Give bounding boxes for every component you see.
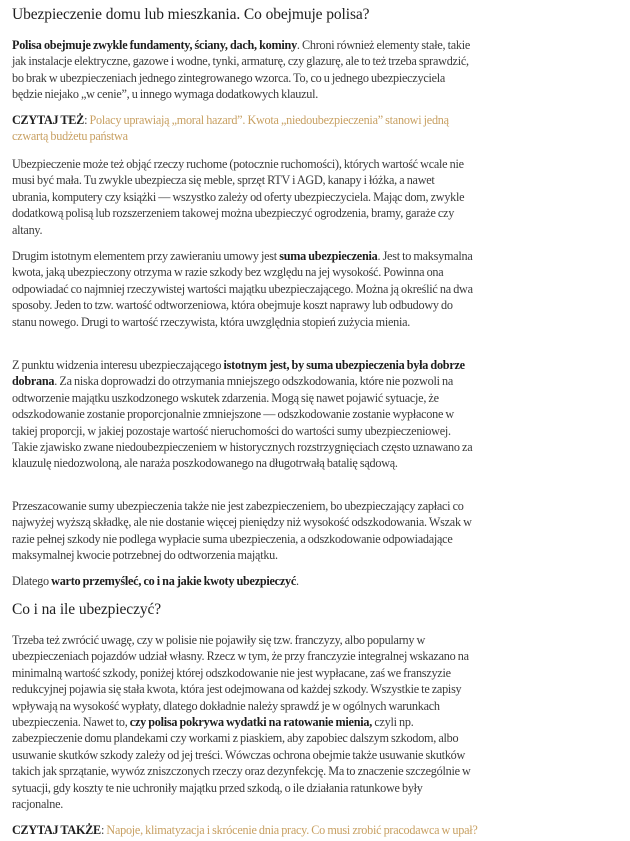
read-also-label: CZYTAJ TEŻ bbox=[12, 113, 85, 127]
paragraph-sum-insured: Drugim istotnym elementem przy zawieraniu umowy jest suma ubezpieczenia. Jest to maksymalna kwota, jaką ubezpieczony otrzyma w razie szkody bez względu na jej wysokość. Powinna ona odpowiadać co najmniej rzeczywistej wartości majątku ubezpieczającego. Można ją określić na dwa sposoby. Jeden to tzw. wartość odtworzeniowa, która obejmuje koszt naprawy lub odbudowy do stanu nowego. Drugi to wartość rzeczywista, która uwzględnia stopień zużycia mienia. bbox=[12, 249, 473, 329]
bold-phrase: warto przemyśleć, co i na jakie kwoty ubezpieczyć bbox=[51, 574, 297, 588]
read-also-box: CZYTAJ TAKŻE: Napoje, klimatyzacja i skrócenie dnia pracy. Co musi zrobić pracodawca w upał? bbox=[12, 823, 478, 837]
read-also-box: CZYTAJ TEŻ: Polacy uprawiają „moral hazard”. Kwota „niedoubezpieczenia” stanowi jedną czwartą budżetu państwa bbox=[12, 113, 449, 144]
paragraph-movables: Ubezpieczenie może też objąć rzeczy ruchome (potocznie ruchomości), których wartość wcale nie musi być mała. Tu zwykle ubezpiecza się meble, sprzęt RTV i AGD, kanapy i łóżka, a nawet ubrania, komputery czy książki — wszystko zależy od oferty ubezpieczyciela. Mając dom, zwykle dodatkową polisą lub rozszerzeniem takowej można ubezpieczyć ogrodzenia, bramy, garaże czy altany. bbox=[12, 157, 465, 237]
bold-phrase: istotnym jest, by suma ubezpieczenia była dobrze dobrana bbox=[12, 358, 465, 389]
bold-phrase: suma ubezpieczenia bbox=[279, 249, 378, 263]
section-heading: Ubezpieczenie domu lub mieszkania. Co obejmuje polisa? bbox=[12, 6, 370, 23]
section-heading: Co i na ile ubezpieczyć? bbox=[12, 601, 162, 618]
bold-phrase: czy polisa pokrywa wydatki na ratowanie mienia, bbox=[129, 715, 373, 730]
read-also-link[interactable]: Napoje, klimatyzacja i skrócenie dnia pracy. Co musi zrobić pracodawca w upał? bbox=[106, 823, 478, 837]
paragraph-underinsurance: Z punktu widzenia interesu ubezpieczającego istotnym jest, by suma ubezpieczenia była dobrze dobrana. Za niska doprowadzi do otrzymania mniejszego odszkodowania, które nie pozwoli na odtworzenie majątku uszkodzonego wskutek zdarzenia. Mogą się nawet pojawić sytuacje, że odszkodowanie zostanie proporcjonalnie zmniejszone — odszkodowanie zostanie wypłacone w takiej proporcji, w jakiej pozostaje wartość nieruchomości do wartości sumy ubezpieczeniowej. Takie zjawisko zwane niedoubezpieczeniem w historycznych rozstrzygnięciach często uznawano za klauzulę niedozwoloną, ale naraża poszkodowanego na długotrwałą batalię sądową. bbox=[12, 358, 473, 471]
read-also-label: CZYTAJ TAKŻE bbox=[12, 823, 101, 837]
bold-phrase: Polisa obejmuje zwykle fundamenty, ściany, dach, kominy bbox=[12, 38, 297, 52]
paragraph-scope: Polisa obejmuje zwykle fundamenty, ściany, dach, kominy. Chroni również elementy stałe, takie jak instalacje elektryczne, gazowe i wodne, tynki, armaturę, czy glazurę, ale to też trzeba sprawdzić, bo brak w ubezpieczeniach jednego zintegrowanego wzorca. To, co u jednego ubezpieczyciela będzie niejako „w cenie”, u innego wymaga dodatkowych klauzul. bbox=[12, 38, 471, 102]
paragraph-overinsurance: Przeszacowanie sumy ubezpieczenia także nie jest zabezpieczeniem, bo ubezpieczający zapłaci co najwyżej wyższą składkę, ale nie dostanie więcej pieniędzy niż wysokość odszkodowania. Wszak w razie pełnej szkody nie podlega wypłacie suma ubezpieczenia, a odszkodowanie odpowiadające maksymalnej kwocie potrzebnej do odtworzenia majątku. bbox=[12, 499, 472, 563]
paragraph-deductibles: Trzeba też zwrócić uwagę, czy w polisie nie pojawiły się tzw. franczyzy, albo popularny w ubezpieczeniach pojazdów udział własny. Rzecz w tym, że przy franczyzie integralnej wskazano na minimalną wartość szkody, poniżej której odszkodowanie nie jest wypłacane, zaś we franszyzie redukcyjnej pojawia się stała kwota, która jest odejmowana od każdej szkody. Wszystkie te zapisy wpływają na wysokość wypłaty, dlatego dokładnie należy sprawdź je w ogólnych warunkach ubezpieczenia. Nawet to, czy polisa pokrywa wydatki na ratowanie mienia, czyli np. zabezpieczenie domu plandekami czy workami z piaskiem, aby zapobiec dalszym szkodom, albo usuwanie skutków szkody zależy od jej treści. Wówczas ochrona obejmie także usuwanie skutków takich jak sprzątanie, wywóz zniszczonych rzeczy oraz dezynfekcję. Ma to znaczenie szczególnie w sytuacji, gdy koszty te nie uchroniły majątku przed szkodą, o ile działania ratunkowe były racjonalne. bbox=[12, 633, 471, 812]
read-also-link[interactable]: Polacy uprawiają „moral hazard”. Kwota „niedoubezpieczenia” stanowi jedną czwartą budżetu państwa bbox=[12, 113, 449, 144]
paragraph-conclusion: Dlatego warto przemyśleć, co i na jakie kwoty ubezpieczyć. bbox=[12, 574, 299, 588]
